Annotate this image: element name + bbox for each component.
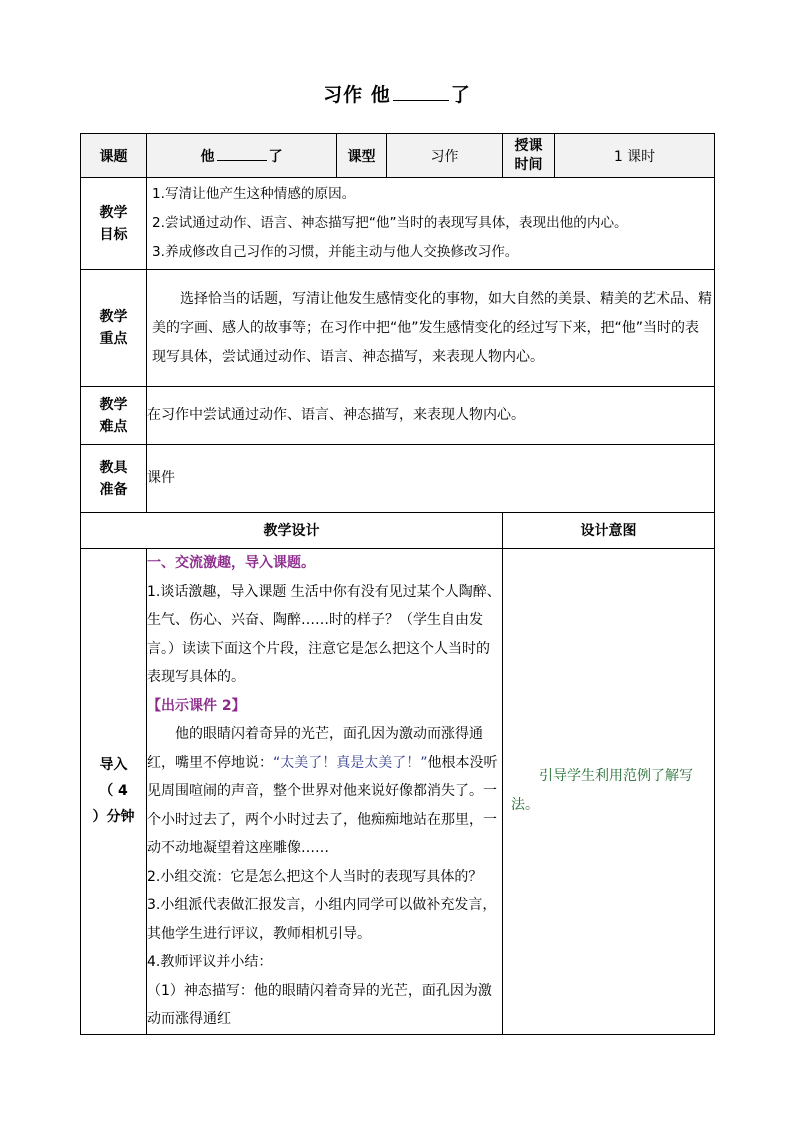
- document-title: [0, 80, 794, 107]
- difficulty-row: [81, 387, 715, 445]
- design-column-header: 教学设计: [81, 513, 503, 549]
- goals-label-line1: 教学: [99, 204, 128, 221]
- intro-paragraph-1: 1.谈话激趣，导入课题 生活中你有没有见过某个人陶醉、生气、伤心、兴奋、陶醉……时的样子？（学生自由发言。）读读下面这个片段，注意它是怎么把这个人当时的表现写具体的。: [147, 583, 501, 685]
- title-blank: [393, 84, 449, 101]
- difficulty-label: [81, 387, 147, 445]
- difficulty-label-line2: 难点: [99, 418, 128, 435]
- intro-label: [81, 549, 147, 1035]
- intro-paragraph-3: 3.小组派代表做汇报发言，小组内同学可以做补充发言，其他学生进行评议，教师相机引导。: [147, 897, 497, 942]
- difficulty-content: 在习作中尝试通过动作、语言、神态描写，来表现人物内心。: [147, 387, 715, 445]
- goals-content: [147, 178, 715, 270]
- focus-label: [81, 270, 147, 387]
- intro-paragraph-2: 2.小组交流：它是怎么把这个人当时的表现写具体的？: [147, 868, 483, 885]
- focus-row: [81, 270, 715, 387]
- topic-value: [147, 134, 337, 178]
- focus-content: 选择恰当的话题，写清让他发生感情变化的事物，如大自然的美景、精美的艺术品、精美的字画、感人的故事等；在习作中把“他”发生感情变化的经过写下来，把“他”当时的表现写具体，尝试通过动作、语言、神态描写，来表现人物内心。: [147, 270, 715, 387]
- goals-row: [81, 178, 715, 270]
- courseware-tag: 【出示课件 2】: [147, 697, 246, 714]
- tools-label-line2: 准备: [99, 481, 128, 498]
- tools-label-line1: 教具: [99, 459, 128, 476]
- time-label-line1: 授课: [514, 137, 543, 154]
- time-value: 1 课时: [555, 134, 715, 178]
- header-row: [81, 134, 715, 178]
- type-label: 课型: [337, 134, 387, 178]
- intro-label-line1: 导入: [99, 757, 128, 774]
- lesson-plan-table: [80, 133, 715, 1035]
- difficulty-label-line1: 教学: [99, 396, 128, 413]
- excerpt-part-a: 他的眼睛闪着奇异的光芒，面孔因为激动而涨得通红，嘴里不停地说：: [147, 726, 483, 771]
- title-prefix: 习作 他: [323, 84, 391, 106]
- intro-row: [81, 549, 715, 1035]
- tools-content: 课件: [147, 445, 715, 513]
- intro-excerpt: [147, 720, 502, 863]
- topic-prefix: 他: [200, 148, 215, 165]
- excerpt-quote: “太美了！真是太美了！”: [273, 754, 428, 771]
- focus-label-line1: 教学: [99, 309, 128, 325]
- goals-label: [81, 178, 147, 270]
- intro-label-line3: ）分钟: [92, 809, 135, 826]
- topic-blank: [217, 147, 267, 161]
- excerpt-part-b: 他根本没听见周围喧闹的声音，整个世界对他来说好像都消失了。一个小时过去了，两个小时过去了，他痴痴地站在那里，一动不动地凝望着这座雕像……: [147, 754, 498, 856]
- topic-suffix: 了: [268, 148, 283, 165]
- design-header-row: [81, 513, 715, 549]
- title-suffix: 了: [450, 84, 471, 106]
- focus-label-line2: 重点: [99, 331, 128, 347]
- intro-paragraph-5: （1）神态描写：他的眼睛闪着奇异的光芒，面孔因为激动而涨得通红: [147, 982, 492, 1027]
- intro-content: [147, 549, 503, 1035]
- tools-row: [81, 445, 715, 513]
- time-label-line2: 时间: [514, 156, 543, 173]
- goals-label-line2: 目标: [99, 226, 128, 243]
- type-value: 习作: [387, 134, 503, 178]
- intro-label-line2: （ 4: [99, 783, 128, 800]
- tools-label: [81, 445, 147, 513]
- intro-section-title: 一、交流激趣，导入课题。: [147, 555, 315, 571]
- intent-column-header: 设计意图: [503, 513, 715, 549]
- topic-label: 课题: [81, 134, 147, 178]
- intro-paragraph-4: 4.教师评议并小结：: [147, 954, 273, 970]
- goal-item-2: 2.尝试通过动作、语言、神态描写把“他”当时的表现写具体，表现出他的内心。: [152, 215, 628, 231]
- intro-intent-cell: [503, 549, 715, 1035]
- goal-item-1: 1.写清让他产生这种情感的原因。: [152, 186, 356, 202]
- goal-item-3: 3.养成修改自己习作的习惯，并能主动与他人交换修改习作。: [152, 244, 519, 260]
- intro-intent-text: 引导学生利用范例了解写法。: [511, 768, 693, 814]
- time-label: [503, 134, 555, 178]
